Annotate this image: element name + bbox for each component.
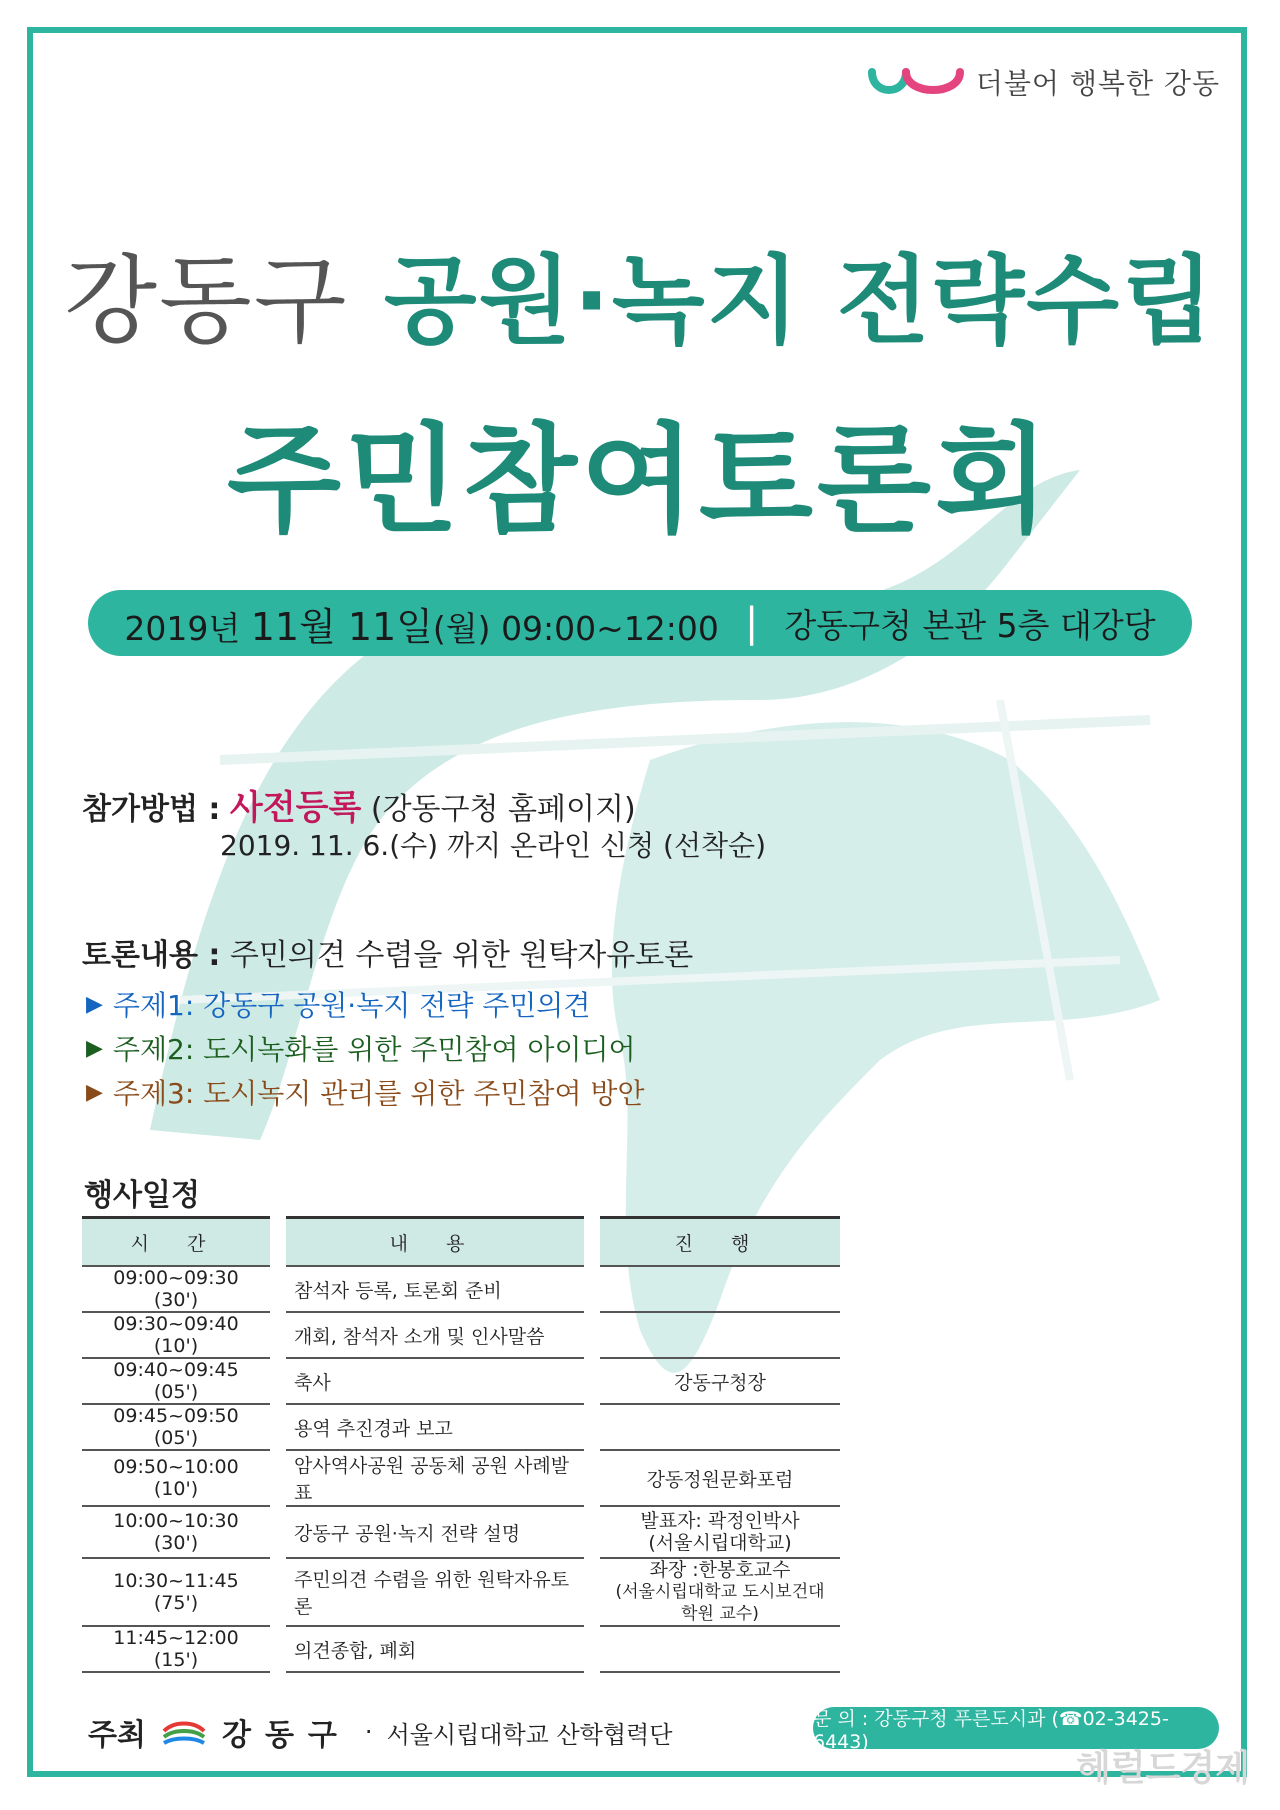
header-content: 내 용 — [286, 1216, 584, 1267]
table-row: 09:50~10:00 (10') 암사역사공원 공동체 공원 사례발표 강동정원문화포럼 — [82, 1451, 840, 1507]
table-row: 09:00~09:30 (30') 참석자 등록, 토론회 준비 — [82, 1267, 840, 1313]
triangle-bullet-icon: ▶ — [86, 1035, 103, 1061]
table-row: 10:00~10:30 (30') 강동구 공원·녹지 전략 설명 발표자: 곽정인박사 (서울시립대학교) — [82, 1507, 840, 1559]
topic-item: ▶ 주제1: 강동구 공원·녹지 전략 주민의견 — [86, 989, 591, 1022]
title-district: 강동구 — [64, 245, 349, 357]
contact-info: 문 의 : 강동구청 푸른도시과 (☎02-3425-6443) — [813, 1707, 1219, 1749]
gangdong-emblem-icon — [160, 1717, 208, 1747]
registration-type: 사전등록 — [229, 788, 362, 828]
header-time: 시 간 — [82, 1216, 270, 1267]
discussion-content: 토론내용 : 주민의견 수렴을 위한 원탁자유토론 — [82, 938, 694, 973]
schedule-table — [82, 1216, 840, 1673]
page-title — [0, 225, 1280, 362]
page-subtitle: 주민참여토론회 — [227, 411, 1053, 549]
event-date: 2019년 11월 11일(월) 09:00~12:00 — [124, 604, 719, 649]
triangle-bullet-icon: ▶ — [86, 991, 103, 1017]
topic-item: ▶ 주제3: 도시녹지 관리를 위한 주민참여 방안 — [86, 1077, 645, 1110]
table-row: 10:30~11:45 (75') 주민의견 수렴을 위한 원탁자유토론 좌장 :한봉호교수 (서울시립대학교 도시보건대학원 교수) — [82, 1559, 840, 1627]
schedule-title: 행사일정 — [84, 1178, 200, 1213]
participation-method: 참가방법 : 사전등록 (강동구청 홈페이지) — [82, 788, 636, 828]
event-venue: 강동구청 본관 5층 대강당 — [784, 605, 1156, 645]
gangdong-logo-text: 강동구 — [221, 1718, 351, 1753]
date-venue-banner — [88, 590, 1192, 656]
table-row: 11:45~12:00 (15') 의견종합, 폐회 — [82, 1627, 840, 1673]
triangle-bullet-icon: ▶ — [86, 1079, 103, 1105]
partner-name: 서울시립대학교 산학협력단 — [386, 1720, 673, 1749]
table-row: 09:40~09:45 (05') 축사 강동구청장 — [82, 1359, 840, 1405]
logo-text: 더불어 행복한 강동 — [975, 67, 1220, 100]
table-row: 09:45~09:50 (05') 용역 추진경과 보고 — [82, 1405, 840, 1451]
registration-deadline: 2019. 11. 6.(수) 까지 온라인 신청 (선착순) — [220, 829, 767, 862]
header-host: 진 행 — [600, 1216, 840, 1267]
title-topic: 공원·녹지 전략수립 — [383, 245, 1216, 357]
topic-item: ▶ 주제2: 도시녹화를 위한 주민참여 아이디어 — [86, 1033, 636, 1066]
host-label: 주최 — [88, 1718, 146, 1753]
table-row: 09:30~09:40 (10') 개회, 참석자 소개 및 인사말씀 — [82, 1313, 840, 1359]
organizers: 주최 강동구 · 서울시립대학교 산학협력단 — [88, 1710, 672, 1754]
brand-logo — [866, 62, 1220, 102]
banner-separator: | — [744, 600, 759, 646]
watermark: 헤럴드경제 — [1076, 1748, 1250, 1789]
table-header-row — [82, 1216, 840, 1267]
smile-logo-icon — [866, 62, 966, 102]
